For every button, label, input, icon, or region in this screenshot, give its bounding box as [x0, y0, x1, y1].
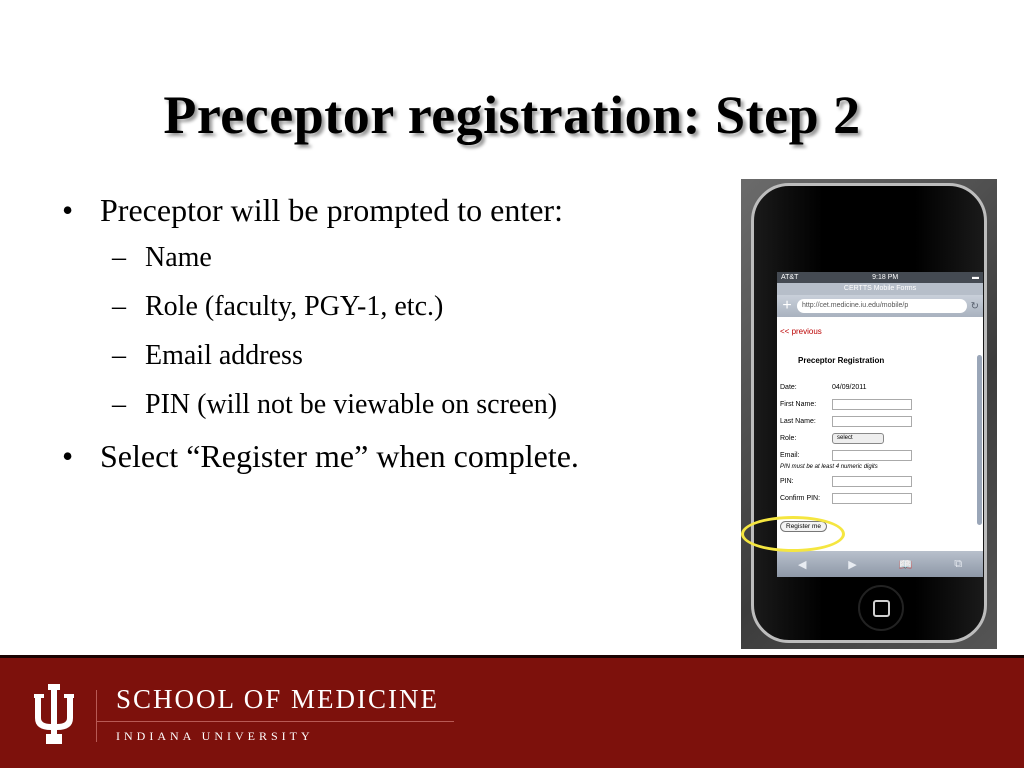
- date-row: [780, 379, 980, 396]
- date-value: 04/09/2011: [832, 384, 867, 391]
- carrier-label: AT&T: [781, 274, 799, 281]
- first-name-field[interactable]: [832, 399, 912, 410]
- register-me-button[interactable]: Register me: [780, 521, 827, 532]
- forward-icon[interactable]: ▶: [848, 558, 857, 571]
- bullet-closing: • Select “Register me” when complete.: [62, 436, 722, 476]
- footer-rule: [96, 721, 454, 722]
- previous-link[interactable]: << previous: [780, 327, 822, 336]
- browser-page-title: CERTTS Mobile Forms: [777, 283, 983, 295]
- phone-screenshot: [741, 179, 997, 649]
- home-square-icon: [873, 600, 890, 617]
- add-bookmark-icon[interactable]: +: [782, 297, 792, 314]
- footer-banner: [0, 655, 1024, 768]
- sub-bullet: – Role (faculty, PGY-1, etc.): [62, 289, 722, 325]
- registration-heading: Preceptor Registration: [798, 356, 885, 365]
- email-row: [780, 447, 980, 464]
- role-label: Role:: [780, 435, 797, 442]
- bullet-list: [62, 190, 722, 486]
- confirm-pin-label: Confirm PIN:: [780, 495, 821, 502]
- confirm-pin-field[interactable]: [832, 493, 912, 504]
- phone-body: [751, 183, 987, 643]
- bookmarks-icon[interactable]: 📖: [898, 558, 913, 571]
- register-highlight-ring: [741, 516, 845, 552]
- pin-label: PIN:: [780, 478, 794, 485]
- pages-icon[interactable]: ⧉: [954, 557, 963, 570]
- bullet-intro: • Preceptor will be prompted to enter:: [62, 190, 722, 230]
- email-field[interactable]: [832, 450, 912, 461]
- status-bar: [777, 272, 983, 283]
- slide-title: Preceptor registration: Step 2: [163, 85, 861, 145]
- page-scrollbar[interactable]: [977, 355, 982, 525]
- sub-bullet: – Name: [62, 240, 722, 276]
- browser-url-bar: [777, 295, 983, 317]
- home-button[interactable]: [858, 585, 904, 631]
- registration-page: [777, 317, 983, 547]
- browser-toolbar: [777, 551, 983, 577]
- battery-icon: ▬: [971, 274, 979, 281]
- last-name-field[interactable]: [832, 416, 912, 427]
- iu-trident-icon: [32, 684, 76, 744]
- pin-field[interactable]: [832, 476, 912, 487]
- role-row: [780, 430, 980, 447]
- last-name-row: [780, 413, 980, 430]
- date-label: Date:: [780, 384, 797, 391]
- role-select[interactable]: select: [832, 433, 884, 444]
- sub-bullet: – PIN (will not be viewable on screen): [62, 387, 722, 423]
- confirm-pin-row: [780, 490, 980, 507]
- url-input[interactable]: http://cet.medicine.iu.edu/mobile/p: [797, 299, 967, 313]
- email-label: Email:: [780, 452, 800, 459]
- footer-divider: [96, 690, 97, 742]
- pin-row: [780, 473, 980, 490]
- pin-note: PIN must be at least 4 numeric digits: [780, 464, 878, 470]
- school-name: SCHOOL OF MEDICINE: [116, 684, 440, 714]
- first-name-label: First Name:: [780, 401, 817, 408]
- sub-bullet: – Email address: [62, 338, 722, 374]
- first-name-row: [780, 396, 980, 413]
- last-name-label: Last Name:: [780, 418, 816, 425]
- university-name: INDIANA UNIVERSITY: [116, 729, 314, 743]
- reload-icon[interactable]: ↻: [970, 300, 979, 312]
- back-icon[interactable]: ◀: [797, 558, 807, 571]
- time-label: 9:18 PM: [872, 274, 899, 281]
